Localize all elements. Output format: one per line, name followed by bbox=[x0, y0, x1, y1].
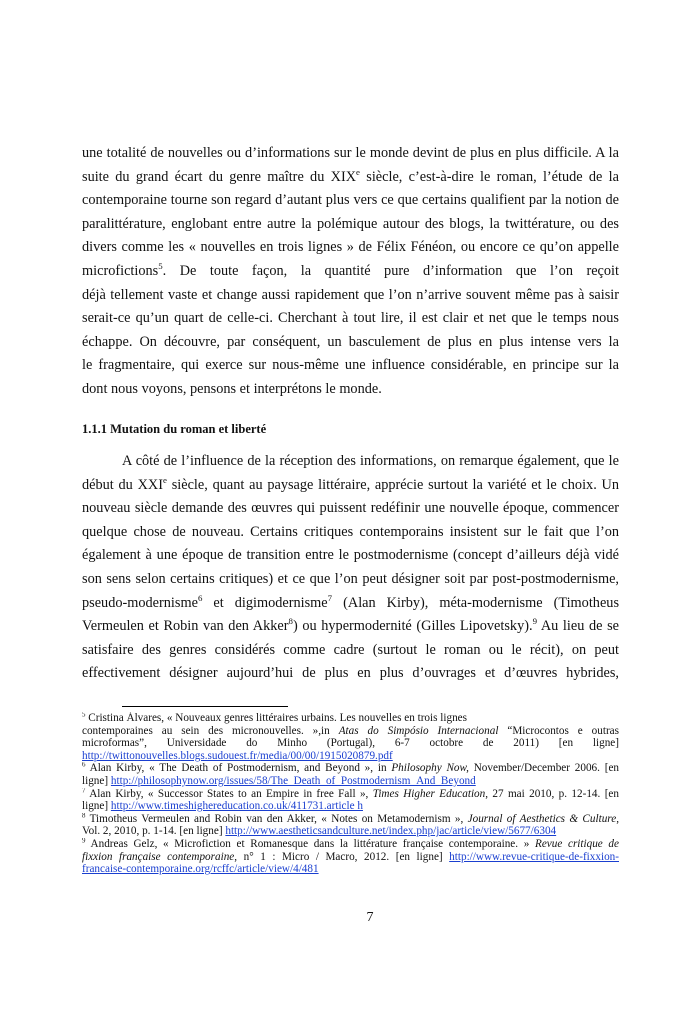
text-line bbox=[82, 568, 619, 592]
text-line bbox=[82, 592, 619, 616]
reference-link[interactable]: francaise-contemporaine.org/rcffc/article/view/4/481 bbox=[82, 863, 319, 876]
footnote-marker: 5 bbox=[82, 712, 86, 719]
text-segment: paralittérature, englobant entre autre la polémique autour des blogs, la twittérature, ou des bbox=[82, 215, 619, 232]
paragraph-1 bbox=[82, 142, 619, 402]
text-segment: microformas”, Universidade do Minho (Portugal), 6-7 octobre de 2011) [en ligne] bbox=[82, 737, 619, 750]
text-line bbox=[82, 851, 619, 864]
text-line bbox=[82, 142, 619, 166]
text-line bbox=[82, 639, 619, 663]
text-segment: suite du grand écart du genre maître du XIX bbox=[82, 168, 357, 185]
section-heading: 1.1.1 Mutation du roman et liberté bbox=[82, 422, 267, 436]
italic-title: Atas do Simpósio Internacional bbox=[338, 724, 499, 737]
text-line bbox=[82, 825, 619, 838]
footnote-marker: 8 bbox=[288, 616, 293, 627]
text-segment: “Microcontos e outras bbox=[498, 724, 619, 737]
text-line bbox=[82, 474, 619, 498]
footnote-marker: 9 bbox=[532, 616, 538, 627]
text-segment: Cristina Álvares, « Nouveaux genres littéraires urbains. Les nouvelles en trois lignes bbox=[85, 712, 467, 724]
text-segment: siècle, c’est-à-dire le roman, l’étude de la bbox=[366, 168, 619, 185]
text-segment: quelque chose de nouveau. Certains critiques contemporains insistent sur le fait que l’on bbox=[82, 523, 619, 540]
text-segment: (Alan Kirby), méta-modernisme (Timotheus bbox=[332, 594, 619, 611]
text-segment: . De toute façon, la quantité pure d’information que l’on reçoit bbox=[162, 262, 619, 279]
text-segment: serait-ce qu’un quart de celle-ci. Cherchant à tout lire, il est clair et net que le temps nous bbox=[82, 310, 619, 327]
text-line bbox=[82, 775, 619, 788]
text-line bbox=[82, 813, 619, 826]
text-line bbox=[82, 750, 619, 763]
text-segment: effectivement désigner aujourd’hui de plus en plus d’ouvrages et d’œuvres hybrides, bbox=[82, 665, 619, 682]
text-line bbox=[82, 189, 619, 213]
text-segment: , 27 mai 2010, p. 12-14. [en bbox=[485, 787, 619, 800]
reference-link[interactable]: http://philosophynow.org/issues/58/The_Death_of_Postmodernism_And_Beyond bbox=[110, 774, 476, 787]
footnote-marker: 9 bbox=[82, 837, 86, 845]
reference-link[interactable]: http://www.timeshighereducation.co.uk/411731.article h bbox=[110, 800, 363, 813]
text-line bbox=[82, 662, 619, 686]
text-line bbox=[82, 712, 619, 725]
text-segment: Andreas Gelz, « Microfiction et Romanesque dans la littérature française contemporaine. » bbox=[85, 837, 535, 850]
text-line bbox=[82, 450, 619, 474]
footnote-marker: 5 bbox=[158, 261, 163, 272]
text-segment: contemporaines au sein des micronouvelles. »,in bbox=[82, 724, 339, 737]
footnote-marker: 6 bbox=[82, 762, 86, 769]
text-line bbox=[82, 307, 619, 331]
text-segment: siècle, quant au paysage littéraire, apprécie surtout la variété et le choix. Un bbox=[166, 476, 619, 493]
text-line bbox=[82, 331, 619, 355]
text-line bbox=[82, 800, 619, 813]
text-line bbox=[82, 166, 619, 190]
text-line bbox=[82, 260, 619, 284]
text-segment: , n° 1 : Micro / Macro, 2012. [en ligne] bbox=[234, 850, 450, 863]
footnote-separator bbox=[122, 706, 288, 707]
reference-link[interactable]: http://www.revue-critique-de-fixxion- bbox=[449, 850, 619, 863]
italic-title: Philosophy Now, bbox=[391, 762, 469, 775]
reference-link[interactable]: http://www.aestheticsandculture.net/index.php/jac/article/view/5677/6304 bbox=[225, 825, 557, 838]
text-segment: Timotheus Vermeulen and Robin van den Akker, « Notes on Metamodernism », bbox=[85, 812, 468, 825]
footnotes bbox=[82, 712, 619, 876]
italic-title: fixxion française contemporaine bbox=[82, 850, 235, 863]
text-line bbox=[82, 737, 619, 750]
text-segment: A côté de l’influence de la réception des informations, on remarque également, que le bbox=[122, 453, 619, 469]
text-segment: ligne] bbox=[82, 774, 111, 787]
text-segment: également à une époque de transition entre le postmodernisme (concept d’ailleurs déjà vidé bbox=[82, 547, 619, 564]
text-line bbox=[82, 354, 619, 378]
text-line bbox=[82, 378, 619, 402]
italic-title: Times Higher Education bbox=[372, 787, 486, 800]
text-line bbox=[82, 284, 619, 308]
footnote-marker: e bbox=[163, 474, 167, 485]
text-segment: pseudo-modernisme bbox=[82, 594, 198, 611]
text-segment: et digimodernisme bbox=[202, 594, 328, 611]
text-segment: déjà tellement vaste et change aussi rapidement que l’on n’arrive souvent même pas à saisir bbox=[82, 286, 619, 303]
text-segment: son sens selon certains critiques) et ce que l’on peut désigner soit par post-postmodernisme, bbox=[82, 570, 619, 587]
text-line bbox=[82, 544, 619, 568]
text-line bbox=[82, 863, 619, 876]
text-segment: November/December 2006. [en bbox=[468, 762, 619, 775]
reference-link[interactable]: http://twittonouvelles.blogs.sudouest.fr/media/00/00/1915020879.pdf bbox=[82, 749, 393, 762]
text-segment: ) ou hypermodernité (Gilles Lipovetsky). bbox=[292, 618, 533, 635]
text-segment: ligne] bbox=[82, 800, 111, 813]
footnote-marker: 8 bbox=[82, 812, 86, 820]
text-line bbox=[82, 615, 619, 639]
text-line bbox=[82, 838, 619, 851]
text-segment: , bbox=[616, 812, 619, 825]
text-line bbox=[82, 521, 619, 545]
text-segment: Alan Kirby, « The Death of Postmodernism, and Beyond », in bbox=[85, 762, 392, 775]
text-segment: Vermeulen et Robin van den Akker bbox=[82, 618, 289, 635]
text-line bbox=[82, 497, 619, 521]
footnote-marker: 7 bbox=[82, 787, 86, 794]
text-line bbox=[82, 213, 619, 237]
text-segment: le fragmentaire, qui exerce sur nous-même une influence considérable, en principe sur la bbox=[82, 357, 619, 374]
text-segment: une totalité de nouvelles ou d’informations sur le monde devint de plus en plus difficile. A la bbox=[82, 145, 619, 161]
footnote-marker: 7 bbox=[327, 592, 333, 603]
footnote-marker: 6 bbox=[197, 592, 203, 603]
text-segment: début du XXI bbox=[82, 476, 163, 493]
footnote-marker: e bbox=[356, 166, 360, 177]
text-line bbox=[82, 762, 619, 775]
page-number: 7 bbox=[366, 910, 374, 925]
text-segment: microfictions bbox=[82, 262, 159, 279]
text-line bbox=[82, 236, 619, 260]
italic-title: Revue critique de bbox=[534, 837, 619, 850]
text-segment: échappe. On découvre, par conséquent, un basculement de plus en plus intense vers la bbox=[82, 333, 619, 350]
text-segment: dont nous voyons, pensons et interprétons le monde. bbox=[82, 380, 382, 397]
text-line bbox=[82, 725, 619, 738]
italic-title: Journal of Aesthetics & Culture bbox=[467, 812, 617, 825]
paragraph-2 bbox=[82, 450, 619, 686]
text-segment: divers comme les « nouvelles en trois lignes » de Félix Fénéon, ou encore ce qu’on appelle bbox=[82, 239, 619, 256]
text-segment: contemporaine tourne son regard d’autant plus vers ce que certains qualifient par la notion de bbox=[82, 192, 619, 209]
text-segment: Vol. 2, 2010, p. 1-14. [en ligne] bbox=[82, 825, 226, 838]
text-segment: nouveau siècle demande des œuvres qui puissent redéfinir une nouvelle époque, commencer bbox=[82, 500, 619, 517]
text-segment: Alan Kirby, « Successor States to an Empire in free Fall », bbox=[85, 787, 373, 800]
text-line bbox=[82, 788, 619, 801]
text-segment: Au lieu de se bbox=[537, 618, 619, 635]
text-segment: satisfaire des genres considérés comme cadre (surtout le roman ou le récit), on peut bbox=[82, 641, 619, 658]
